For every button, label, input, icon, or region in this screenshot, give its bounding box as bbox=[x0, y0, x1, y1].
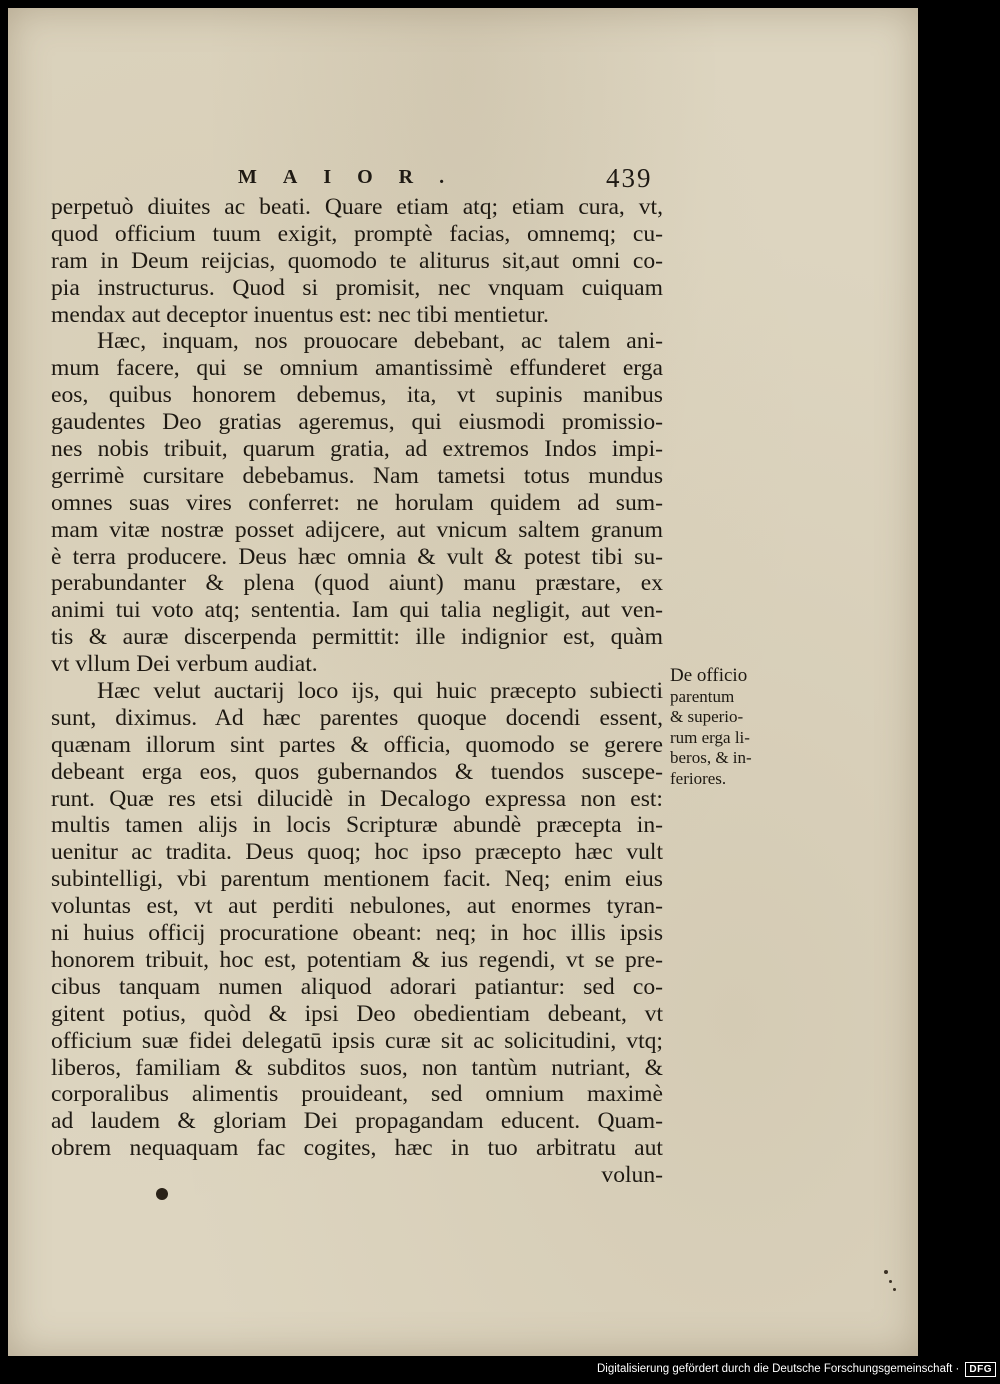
text-line: ni huius officij procuratione obeant: neq; in hoc illis ipsis bbox=[51, 920, 663, 947]
text-line: mendax aut deceptor inuentus est: nec tibi mentietur. bbox=[51, 301, 549, 328]
text-line: perabundanter & plena (quod aiunt) manu præstare, ex bbox=[51, 570, 663, 597]
text-line: quænam illorum sint partes & officia, quomodo se gerere bbox=[51, 731, 663, 758]
text-line: officium suæ fidei delegatū ipsis curæ sit ac solicitudini, vtq; bbox=[51, 1027, 663, 1054]
text-line: obrem nequaquam fac cogites, hæc in tuo arbitratu aut bbox=[51, 1135, 663, 1162]
margin-note-line: rum erga li- bbox=[670, 727, 750, 747]
page-number: 439 bbox=[606, 163, 653, 193]
text-line: mam vitæ nostræ posset adijcere, aut vnicum saltem granum bbox=[51, 516, 663, 543]
margin-note-line: parentum bbox=[670, 686, 735, 706]
text-line: quod officium tuum exigit, promptè facias, omnemq; cu- bbox=[51, 220, 663, 247]
text-line: mum facere, qui se omnium amantissimè effunderet erga bbox=[51, 355, 663, 382]
text-line: Hæc, inquam, nos prouocare debebant, ac talem ani- bbox=[97, 328, 663, 355]
text-line: cibus tanquam numen aliquod adorari patiantur: sed co- bbox=[51, 973, 663, 1000]
catchword: volun- bbox=[601, 1162, 663, 1189]
text-line: gaudentes Deo gratias ageremus, qui eiusmodi promissio- bbox=[51, 409, 663, 436]
text-line: corporalibus alimentis prouideant, sed omnium maximè bbox=[51, 1081, 663, 1108]
text-line: gitent potius, quòd & ipsi Deo obedientiam debeant, vt bbox=[51, 1000, 663, 1027]
digitization-footer bbox=[597, 1358, 996, 1380]
text-line: tis & auræ discerpenda permittit: ille indignior est, quàm bbox=[51, 624, 663, 651]
dust-speck bbox=[889, 1280, 892, 1283]
margin-note-line: feriores. bbox=[670, 768, 727, 788]
text-line: liberos, familiam & subditos suos, non tantùm nutriant, & bbox=[51, 1054, 663, 1081]
margin-note bbox=[670, 666, 782, 789]
text-line: nes nobis tribuit, quarum gratia, ad extremos Indos impi- bbox=[51, 436, 663, 463]
text-line: debeant erga eos, quos gubernandos & tuendos suscepe- bbox=[51, 758, 663, 785]
text-line: pia instructurus. Quod si promisit, nec vnquam cuiquam bbox=[51, 274, 663, 301]
text-line: sunt, diximus. Ad hæc parentes quoque docendi essent, bbox=[51, 704, 663, 731]
text-line: ad laudem & gloriam Dei propagandam educent. Quam- bbox=[51, 1108, 663, 1135]
margin-note-line: & superio- bbox=[670, 707, 744, 726]
margin-note-line: De officio bbox=[670, 665, 748, 686]
text-line: honorem tribuit, hoc est, potentiam & ius regendi, vt se pre- bbox=[51, 946, 663, 973]
text-line: multis tamen alijs in locis Scripturæ abundè præcepta in- bbox=[51, 812, 663, 839]
text-line: Hæc velut auctarij loco ijs, qui huic præcepto subiecti bbox=[97, 678, 663, 705]
text-line: animi tui voto atq; sententia. Iam qui talia negligit, aut ven- bbox=[51, 597, 663, 624]
text-line: vt vllum Dei verbum audiat. bbox=[51, 651, 318, 678]
text-line: è terra producere. Deus hæc omnia & vult & potest tibi su- bbox=[51, 543, 663, 570]
text-line: gerrimè cursitare debebamus. Nam tametsi totus mundus bbox=[51, 462, 663, 489]
running-head: MAIOR. bbox=[238, 166, 471, 188]
dfg-logo: DFG bbox=[965, 1362, 996, 1377]
text-line: voluntas est, vt aut perditi nebulones, aut enormes tyran- bbox=[51, 893, 663, 920]
text-line: uenitur ac tradita. Deus quoq; hoc ipso præcepto hæc vult bbox=[51, 839, 663, 866]
text-line: eos, quibus honorem debemus, ita, vt supinis manibus bbox=[51, 382, 663, 409]
body-text bbox=[51, 194, 663, 1189]
text-line: perpetuò diuites ac beati. Quare etiam atq; etiam cura, vt, bbox=[51, 194, 663, 220]
text-line: omnes suas vires conferret: ne horulam quidem ad sum- bbox=[51, 489, 663, 516]
margin-note-line: beros, & in- bbox=[670, 748, 752, 767]
book-page bbox=[8, 8, 918, 1356]
funding-credit: Digitalisierung gefördert durch die Deutsche Forschungsgemeinschaft · bbox=[596, 1363, 960, 1375]
text-line: subintelligi, vbi parentum mentionem facit. Neq; enim eius bbox=[51, 866, 663, 893]
text-line: ram in Deum reijcias, quomodo te aliturus sit,aut omni co- bbox=[51, 247, 663, 274]
dust-speck bbox=[893, 1288, 896, 1291]
ink-spot bbox=[156, 1188, 168, 1200]
dust-speck bbox=[884, 1270, 888, 1274]
text-line: runt. Quæ res etsi dilucidè in Decalogo expressa non est: bbox=[51, 785, 663, 812]
